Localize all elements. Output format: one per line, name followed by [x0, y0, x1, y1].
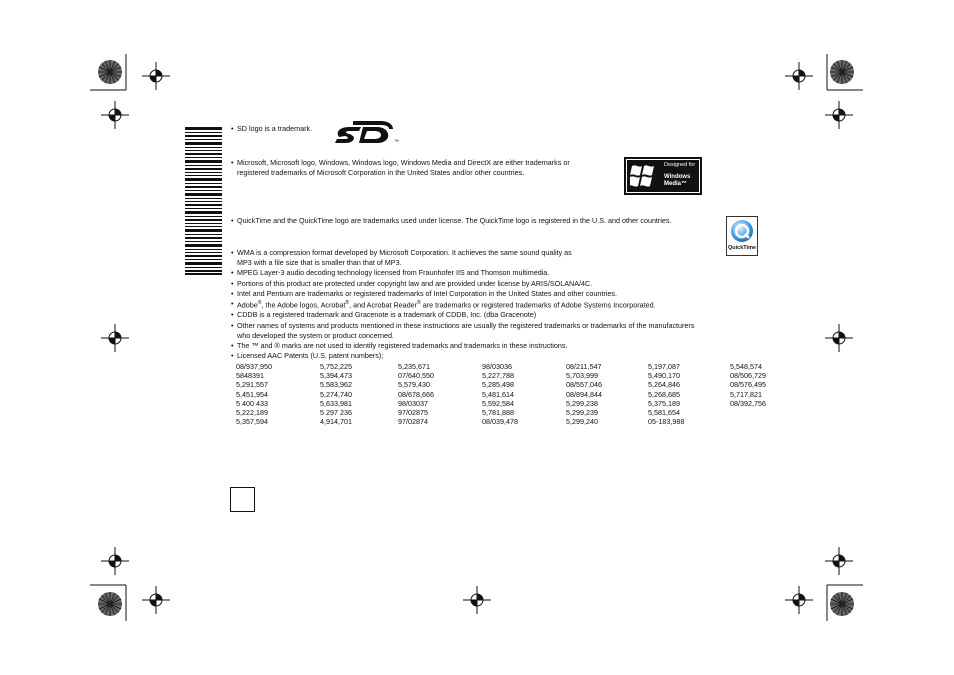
barcode: [185, 127, 222, 275]
microsoft-trademark-text: • Microsoft, Microsoft logo, Windows, Windows logo, Windows Media and DirectX are either trademarks or: [231, 158, 570, 167]
table-row: [236, 362, 780, 371]
adobe-text: • Adobe®, the Adobe logos, Acrobat®, and Acrobat Reader® are trademarks or registered trademarks of Adobe Systems Incorporated.: [231, 299, 656, 310]
wma-text: • WMA is a compression format developed by Microsoft Corporation. It achieves the same sound quality as: [231, 248, 572, 257]
portions-text: • Portions of this product are protected under copyright law and are provided under license by ARIS/SOLANA/4C.: [231, 279, 593, 288]
patent-number: 5,548,574: [730, 362, 762, 371]
patent-number: 5,299,239: [566, 408, 598, 418]
patent-number: 5,227,788: [482, 371, 514, 381]
patent-number: 5,633,981: [320, 398, 352, 408]
patent-number: 5,264,846: [648, 380, 680, 390]
sd-logo: [333, 117, 399, 147]
patent-number: [730, 417, 780, 426]
quicktime-q-icon: [730, 219, 754, 243]
sd-trademark-text: • SD logo is a trademark.: [231, 124, 313, 133]
patent-number: 5,583,962: [320, 380, 352, 390]
patent-number: 08/039,478: [482, 417, 518, 427]
patent-number: 5,481,614: [482, 389, 514, 399]
patent-number: 08/678,666: [398, 389, 434, 399]
patent-number: 5,375,189: [648, 398, 680, 408]
other-names-text: • Other names of systems and products mentioned in these instructions are usually the registered trademarks or trademarks of the manufacturers: [231, 321, 695, 330]
patent-number: 98/03036: [482, 362, 512, 371]
sunburst-target: [829, 591, 855, 622]
patent-number: 5,581,654: [648, 408, 680, 418]
registered-mark: ®: [345, 300, 350, 306]
sunburst-target: [829, 59, 855, 90]
registered-mark: ®: [417, 300, 421, 306]
patent-number: 5,197,087: [648, 362, 680, 371]
mpeg-text: • MPEG Layer-3 audio decoding technology licensed from Fraunhofer IIS and Thomson multimedia.: [231, 268, 550, 277]
windows-media-logo: [624, 157, 702, 195]
patent-number: 08/576,495: [730, 380, 766, 390]
patent-number: 98/03037: [398, 398, 428, 408]
patent-number: 5,222,189: [236, 408, 268, 418]
patent-number: 08/392,756: [730, 398, 766, 408]
patent-number: 5,291,557: [236, 380, 268, 390]
quicktime-logo-text: QuickTime: [728, 245, 757, 251]
tm-marks-text: • The ™ and ® marks are not used to identify registered trademarks and trademarks in these instructions.: [231, 341, 568, 350]
patent-number: 5,268,685: [648, 389, 680, 399]
patent-number: 5,579,430: [398, 380, 430, 390]
patent-number: 97/02875: [398, 408, 428, 418]
patent-number: 08/506,729: [730, 371, 766, 381]
patent-number: 5,394,473: [320, 371, 352, 381]
page-number-box: [230, 487, 255, 512]
windows-logo-line-2: Windows: [664, 174, 691, 180]
patent-number: 5,592,584: [482, 398, 514, 408]
aac-patents-heading: • Licensed AAC Patents (U.S. patent numbers);: [231, 351, 384, 360]
table-row: [236, 390, 780, 399]
patent-number: 05-183,988: [648, 417, 685, 427]
patent-table: [236, 362, 780, 426]
patent-number: 08/894,844: [566, 389, 602, 399]
quicktime-trademark-text: • QuickTime and the QuickTime logo are trademarks used under license. The QuickTime logo is registered in the U.S. and other countries.: [231, 216, 672, 225]
patent-number: 5,703,999: [566, 371, 598, 381]
patent-number: 5,235,671: [398, 362, 430, 371]
windows-logo-line-3: Media™: [664, 181, 688, 187]
patent-number: 4,914,701: [320, 417, 352, 427]
patent-number: 5848391: [236, 371, 264, 381]
intel-text: • Intel and Pentium are trademarks or registered trademarks of Intel Corporation in the United States and other countries.: [231, 289, 617, 298]
wma-text-cont: MP3 with a file size that is smaller than that of MP3.: [237, 258, 402, 267]
sunburst-target: [97, 59, 123, 90]
table-row: [236, 380, 780, 389]
patent-number: 5,451,954: [236, 389, 268, 399]
patent-number: 08/937,950: [236, 362, 272, 371]
patent-number: [730, 408, 780, 417]
patent-number: 5,357,594: [236, 417, 268, 427]
cddb-text: • CDDB is a registered trademark and Gracenote is a trademark of CDDB, Inc. (dba Gracenote): [231, 310, 537, 319]
sd-tm-mark: ™: [394, 139, 399, 145]
patent-number: 5,490,170: [648, 371, 680, 381]
quicktime-logo: [726, 216, 758, 256]
patent-number: 5 297 236: [320, 408, 352, 418]
registered-mark: ®: [257, 300, 262, 306]
table-row: [236, 417, 780, 426]
patent-number: 5,781,888: [482, 408, 514, 418]
patent-number: 5,299,238: [566, 398, 598, 408]
microsoft-trademark-text-cont: registered trademarks of Microsoft Corporation in the United States and/or other countries.: [237, 168, 525, 177]
patent-number: 5,752,225: [320, 362, 352, 371]
patent-number: 5 400 433: [236, 398, 268, 408]
patent-number: 5,717,821: [730, 389, 762, 399]
table-row: [236, 371, 780, 380]
windows-logo-line-1: Designed for: [664, 162, 696, 168]
sunburst-target: [97, 591, 123, 622]
other-names-text-cont: who developed the system or product concerned.: [237, 331, 395, 340]
patent-number: 97/02874: [398, 417, 428, 427]
table-row: [236, 399, 780, 408]
patent-number: 08/211,547: [566, 362, 602, 371]
table-row: [236, 408, 780, 417]
windows-flag-icon: [630, 162, 656, 190]
patent-number: 5,299,240: [566, 417, 598, 427]
patent-number: 08/557,046: [566, 380, 602, 390]
patent-number: 5,285,498: [482, 380, 514, 390]
patent-number: 07/640,550: [398, 371, 434, 381]
patent-number: 5,274,740: [320, 389, 352, 399]
